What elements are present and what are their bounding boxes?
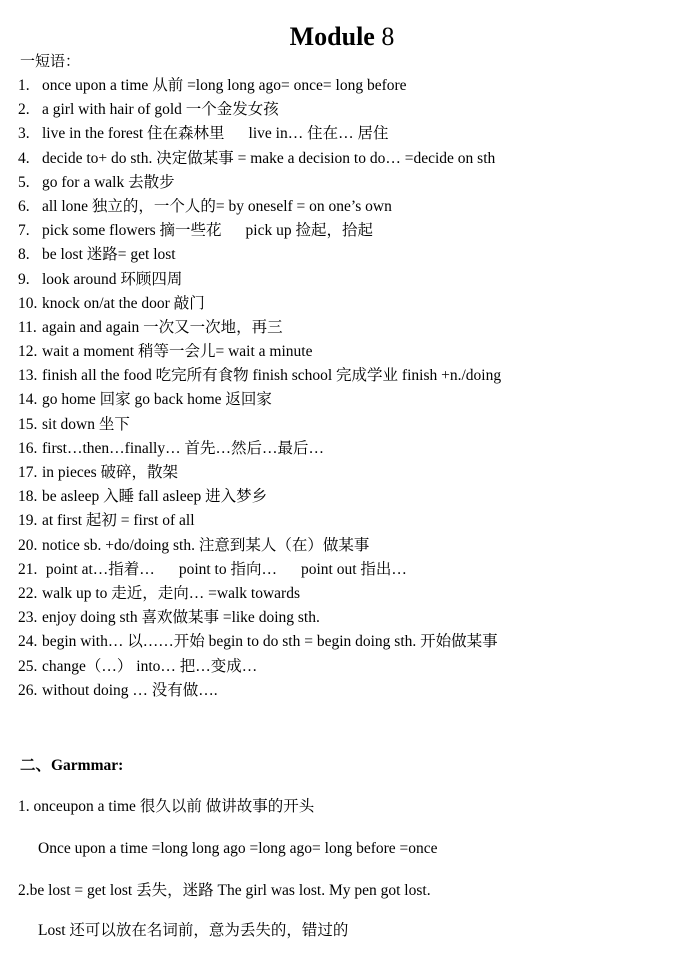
list-item-text: be asleep 入睡 fall asleep 进入梦乡 xyxy=(42,488,268,506)
list-item xyxy=(18,195,678,219)
list-item-text: all lone 独立的，一个人的= by oneself = on one’s own xyxy=(42,197,392,215)
list-item-number: 10. xyxy=(18,294,38,312)
list-item xyxy=(18,171,678,195)
list-item-text: go home 回家 go back home 返回家 xyxy=(42,391,272,409)
list-item xyxy=(18,630,678,654)
list-item-number: 19. xyxy=(18,512,38,530)
list-item-text: point out 指出… xyxy=(300,560,407,578)
list-item xyxy=(18,147,678,171)
list-item-number: 8. xyxy=(18,246,30,264)
list-item xyxy=(18,558,678,582)
list-item-number: 22. xyxy=(18,584,38,602)
list-item xyxy=(18,582,678,606)
list-item-text: again and again 一次又一次地，再三 xyxy=(42,318,283,336)
list-item xyxy=(18,461,678,485)
list-item-text: walk up to 走近，走向… =walk towards xyxy=(42,584,301,602)
list-item-number: 15. xyxy=(18,415,38,433)
list-item-text: knock on/at the door 敲门 xyxy=(42,294,205,312)
list-item-number: 1. xyxy=(18,77,30,94)
list-item-number: 24. xyxy=(18,633,38,651)
list-item-number: 13. xyxy=(18,367,38,385)
list-item-text: be lost 迷路= get lost xyxy=(42,246,176,264)
list-item-text: go for a walk 去散步 xyxy=(42,173,175,191)
list-item-text: live in the forest 住在森林里 xyxy=(42,125,225,143)
list-item-text: once upon a time 从前 =long long ago= once= long before xyxy=(42,77,407,94)
list-item xyxy=(18,292,678,316)
list-item xyxy=(18,243,678,267)
list-item-number: 9. xyxy=(18,270,30,288)
list-item-text: change（…） into… 把…变成… xyxy=(42,657,258,675)
list-item-number: 5. xyxy=(18,173,30,191)
list-item-text: point at…指着… xyxy=(42,560,155,578)
list-item xyxy=(18,655,678,679)
list-item xyxy=(18,98,678,122)
list-item-text: without doing … 没有做…. xyxy=(42,681,218,699)
list-item xyxy=(18,219,678,243)
list-item-text: first…then…finally… 首先…然后…最后… xyxy=(42,439,324,457)
list-item xyxy=(18,316,678,340)
list-item-text: point to 指向… xyxy=(178,560,277,578)
title-number: 8 xyxy=(381,22,395,51)
section-heading-grammar: 二、Garmmar: xyxy=(20,757,124,774)
list-item xyxy=(18,485,678,509)
list-item xyxy=(18,340,678,364)
list-item-text: a girl with hair of gold 一个金发女孩 xyxy=(42,101,279,119)
list-item-text: at first 起初 = first of all xyxy=(42,512,195,530)
list-item xyxy=(18,122,678,146)
section-heading-phrases: 一短语： xyxy=(20,54,81,70)
list-item-text: enjoy doing sth 喜欢做某事 =like doing sth. xyxy=(42,609,320,627)
list-item xyxy=(18,388,678,412)
list-item-text: in pieces 破碎，散架 xyxy=(42,464,179,481)
grammar-line-3: 2.be lost = get lost 丢失，迷路 The girl was lost. My pen got lost. xyxy=(18,882,431,899)
list-item xyxy=(18,268,678,292)
list-item xyxy=(18,606,678,630)
list-item-number: 2. xyxy=(18,101,30,119)
list-item-text: pick up 捡起，拾起 xyxy=(245,222,373,240)
list-item-number: 12. xyxy=(18,343,38,361)
list-item xyxy=(18,364,678,388)
grammar-line-4: Lost 还可以放在名词前，意为丢失的，错过的 xyxy=(38,922,349,939)
list-item-text: notice sb. +do/doing sth. 注意到某人（在）做某事 xyxy=(42,536,370,554)
list-item-text: pick some flowers 摘一些花 xyxy=(42,222,222,240)
list-item xyxy=(18,74,678,98)
list-item-text: finish all the food 吃完所有食物 finish school 完成学业 finish +n./doing xyxy=(42,367,502,385)
list-item xyxy=(18,509,678,533)
list-item-number: 17. xyxy=(18,464,38,481)
list-item-number: 4. xyxy=(18,149,30,167)
list-item-text: look around 环顾四周 xyxy=(42,270,183,288)
list-item xyxy=(18,534,678,558)
list-item-text: live in… 住在… 居住 xyxy=(248,125,389,143)
list-item-number: 16. xyxy=(18,439,38,457)
list-item-number: 6. xyxy=(18,197,30,215)
list-item-number: 14. xyxy=(18,391,38,409)
list-item-number: 20. xyxy=(18,536,38,554)
list-item-number: 3. xyxy=(18,125,30,143)
list-item-number: 23. xyxy=(18,609,38,627)
list-item-number: 11. xyxy=(18,318,37,336)
list-item-text: decide to+ do sth. 决定做某事 = make a decision to do… =decide on sth xyxy=(42,149,496,167)
list-item-number: 7. xyxy=(18,222,30,240)
phrase-list xyxy=(18,74,678,703)
list-item-text: wait a moment 稍等一会儿= wait a minute xyxy=(42,343,313,361)
grammar-line-1: 1. onceupon a time 很久以前 做讲故事的开头 xyxy=(18,798,315,815)
list-item-text: begin with… 以……开始 begin to do sth = begin doing sth. 开始做某事 xyxy=(42,633,498,651)
list-item-number: 21. xyxy=(18,560,38,578)
list-item xyxy=(18,679,678,703)
list-item xyxy=(18,437,678,461)
list-item-number: 25. xyxy=(18,657,38,675)
list-item-text: sit down 坐下 xyxy=(42,415,130,433)
list-item-number: 18. xyxy=(18,488,38,506)
page-title xyxy=(0,20,684,54)
list-item-number: 26. xyxy=(18,681,38,699)
grammar-line-2: Once upon a time =long long ago =long ago= long before =once xyxy=(38,840,438,857)
title-module: Module xyxy=(289,22,375,51)
list-item xyxy=(18,413,678,437)
